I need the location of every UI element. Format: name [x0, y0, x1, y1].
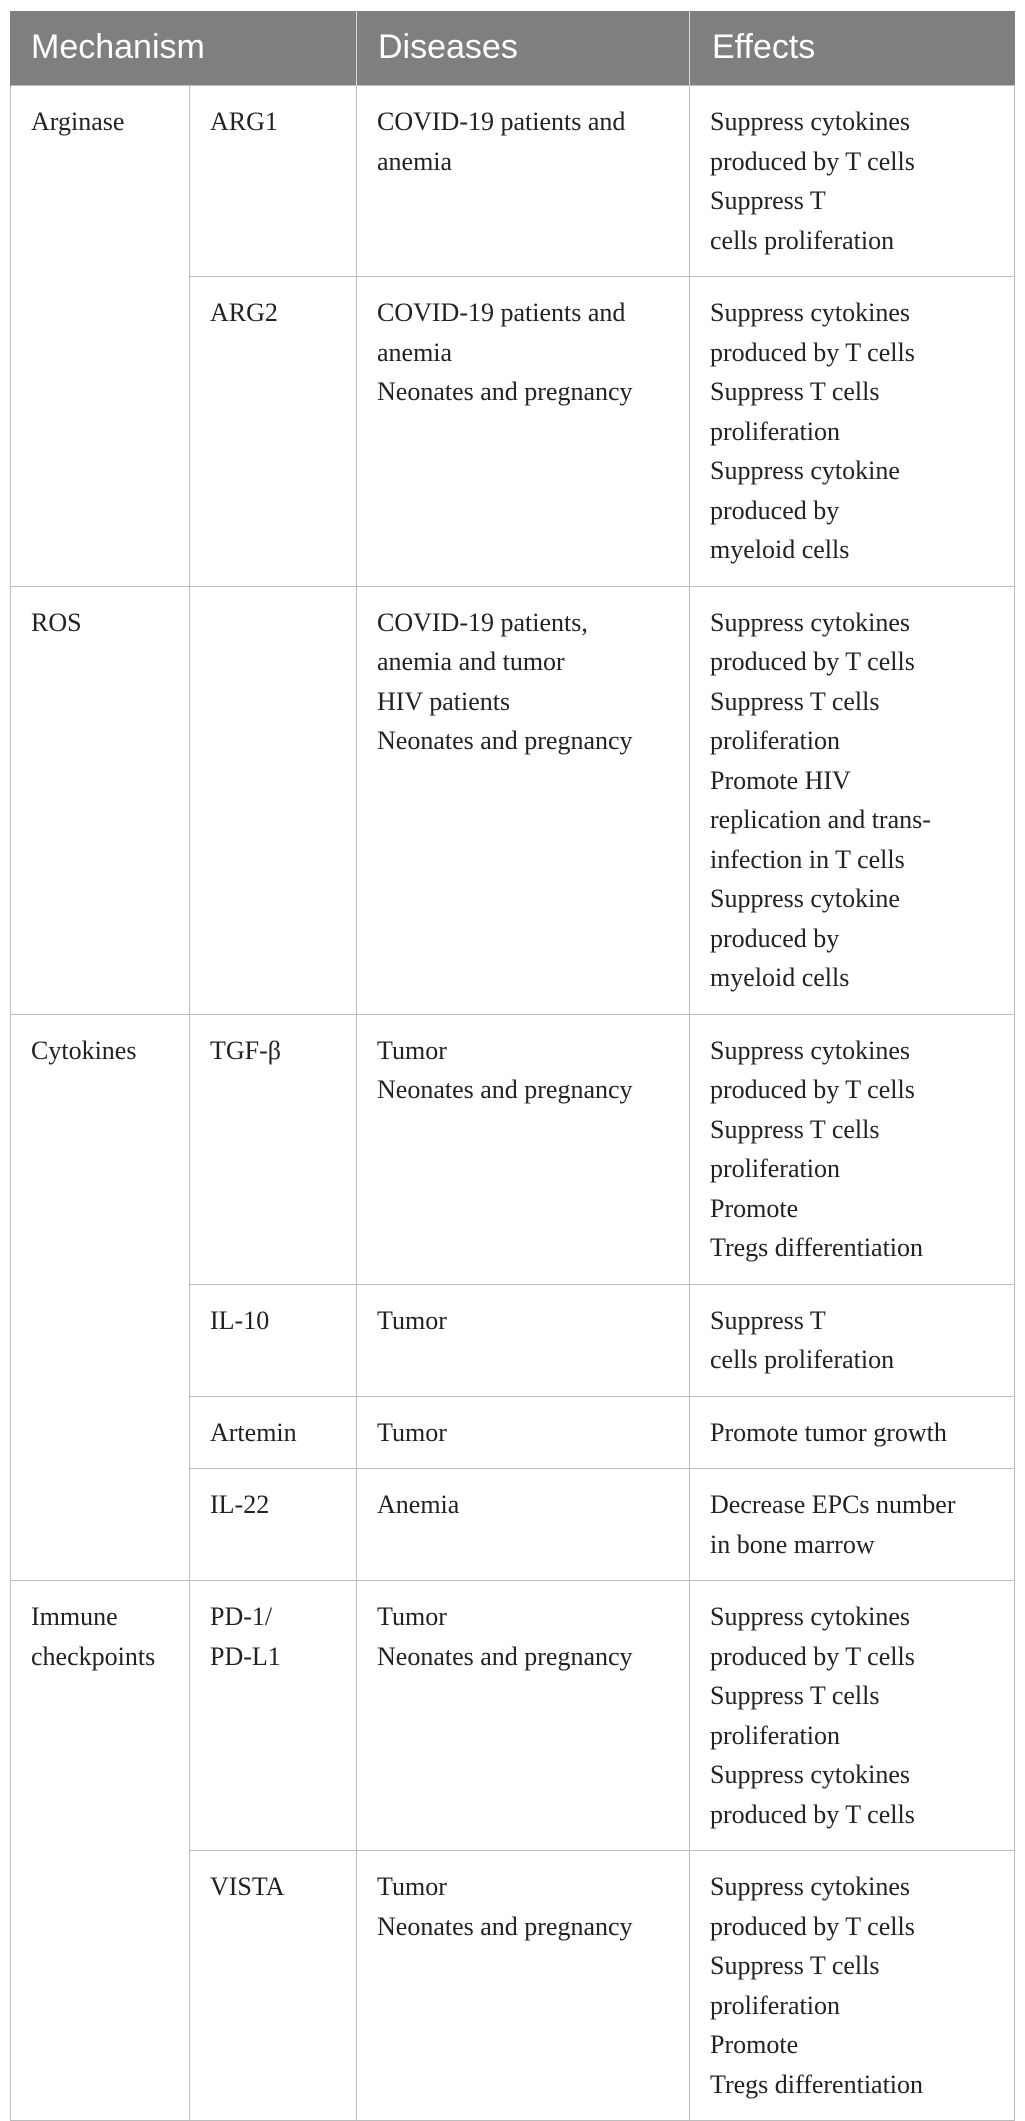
- table-row: [11, 1581, 1015, 1851]
- mechanism-sub-cell: ARG1: [190, 86, 357, 277]
- header-mechanism: Mechanism: [11, 11, 357, 86]
- mechanisms-table-container: [10, 11, 1014, 2121]
- effects-cell: Suppress cytokines produced by T cells Suppress T cells proliferation Suppress cytokines produced by T cells: [690, 1581, 1015, 1851]
- effects-cell: Suppress cytokines produced by T cells Suppress T cells proliferation: [690, 86, 1015, 277]
- diseases-cell: Tumor Neonates and pregnancy: [357, 1851, 690, 2121]
- header-effects: Effects: [690, 11, 1015, 86]
- effects-cell: Suppress cytokines produced by T cells Suppress T cells proliferation Promote Tregs differentiation: [690, 1851, 1015, 2121]
- table-header: [11, 11, 1015, 86]
- diseases-cell: Tumor: [357, 1396, 690, 1469]
- effects-cell: Decrease EPCs number in bone marrow: [690, 1469, 1015, 1581]
- diseases-cell: COVID-19 patients and anemia Neonates and pregnancy: [357, 277, 690, 587]
- mechanism-sub-cell: ARG2: [190, 277, 357, 587]
- effects-cell: Suppress cytokines produced by T cells Suppress T cells proliferation Suppress cytokine produced by myeloid cells: [690, 277, 1015, 587]
- diseases-cell: Tumor: [357, 1284, 690, 1396]
- header-row: [11, 11, 1015, 86]
- mechanisms-table: [10, 11, 1015, 2121]
- diseases-cell: COVID-19 patients, anemia and tumor HIV patients Neonates and pregnancy: [357, 586, 690, 1014]
- mechanism-sub-cell: TGF-β: [190, 1014, 357, 1284]
- header-diseases: Diseases: [357, 11, 690, 86]
- effects-cell: Suppress cytokines produced by T cells Suppress T cells proliferation Promote HIV replication and trans- infection in T cells Suppress cytokine produced by myeloid cells: [690, 586, 1015, 1014]
- diseases-cell: COVID-19 patients and anemia: [357, 86, 690, 277]
- mechanism-category-cell: Arginase: [11, 86, 190, 587]
- mechanism-category-cell: Immune checkpoints: [11, 1581, 190, 2121]
- table-row: [11, 86, 1015, 277]
- mechanism-sub-cell: [190, 586, 357, 1014]
- effects-cell: Promote tumor growth: [690, 1396, 1015, 1469]
- effects-cell: Suppress cytokines produced by T cells Suppress T cells proliferation Promote Tregs differentiation: [690, 1014, 1015, 1284]
- table-row: [11, 1014, 1015, 1284]
- diseases-cell: Tumor Neonates and pregnancy: [357, 1014, 690, 1284]
- mechanism-sub-cell: IL-22: [190, 1469, 357, 1581]
- mechanism-sub-cell: PD-1/ PD-L1: [190, 1581, 357, 1851]
- mechanism-category-cell: Cytokines: [11, 1014, 190, 1581]
- table-body: [11, 86, 1015, 2121]
- mechanism-sub-cell: Artemin: [190, 1396, 357, 1469]
- effects-cell: Suppress T cells proliferation: [690, 1284, 1015, 1396]
- table-row: [11, 586, 1015, 1014]
- diseases-cell: Tumor Neonates and pregnancy: [357, 1581, 690, 1851]
- diseases-cell: Anemia: [357, 1469, 690, 1581]
- mechanism-sub-cell: VISTA: [190, 1851, 357, 2121]
- mechanism-sub-cell: IL-10: [190, 1284, 357, 1396]
- mechanism-category-cell: ROS: [11, 586, 190, 1014]
